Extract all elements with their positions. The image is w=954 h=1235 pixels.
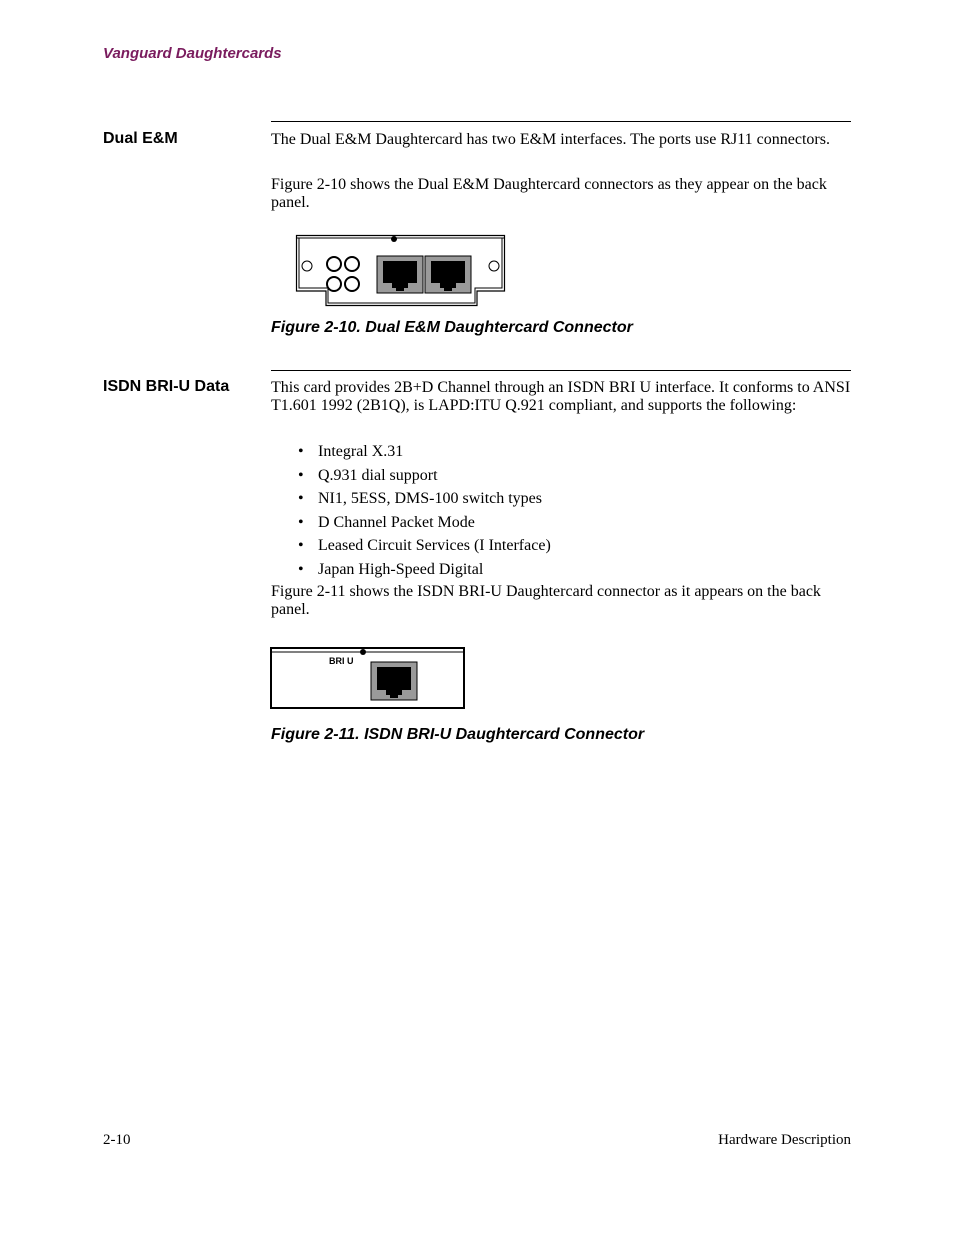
bullet-icon: • — [298, 560, 304, 578]
figure-caption: Figure 2-10. Dual E&M Daughtercard Connector — [271, 319, 633, 336]
bri-u-label: BRI U — [329, 656, 354, 666]
bullet-icon: • — [298, 443, 304, 460]
section-heading-isdn-bri-u: ISDN BRI-U Data — [103, 378, 230, 395]
section-heading-dual-em: Dual E&M — [103, 130, 178, 147]
bullet-icon: • — [298, 513, 304, 531]
list-item: • NI1, 5ESS, DMS-100 switch types — [298, 490, 551, 514]
paragraph: Figure 2-10 shows the Dual E&M Daughtercard connectors as they appear on the back panel. — [271, 176, 827, 211]
section-divider — [271, 121, 851, 122]
bri-u-connector-diagram — [270, 647, 466, 710]
feature-list — [298, 443, 551, 584]
paragraph: This card provides 2B+D Channel through an ISDN BRI U interface. It conforms to ANSI T1.601 1992 (2B1Q), is LAPD:ITU Q.921 compliant, and supports the following: — [271, 379, 851, 414]
bullet-icon: • — [298, 490, 304, 507]
list-item: • Integral X.31 — [298, 443, 551, 467]
list-item: • D Channel Packet Mode — [298, 514, 551, 538]
section-divider — [271, 370, 851, 371]
bullet-icon: • — [298, 466, 304, 484]
bullet-icon: • — [298, 537, 304, 554]
running-head: Vanguard Daughtercards — [103, 45, 282, 62]
chapter-title: Hardware Description — [718, 1132, 851, 1148]
paragraph: The Dual E&M Daughtercard has two E&M interfaces. The ports use RJ11 connectors. — [271, 131, 830, 148]
list-item: • Japan High-Speed Digital — [298, 561, 551, 585]
paragraph: Figure 2-11 shows the ISDN BRI-U Daughtercard connector as it appears on the back panel. — [271, 583, 821, 618]
dual-em-connector-diagram — [296, 235, 506, 307]
figure-caption: Figure 2-11. ISDN BRI-U Daughtercard Connector — [271, 726, 645, 743]
list-item: • Leased Circuit Services (I Interface) — [298, 537, 551, 561]
list-item: • Q.931 dial support — [298, 467, 551, 491]
page-number: 2-10 — [103, 1132, 131, 1148]
